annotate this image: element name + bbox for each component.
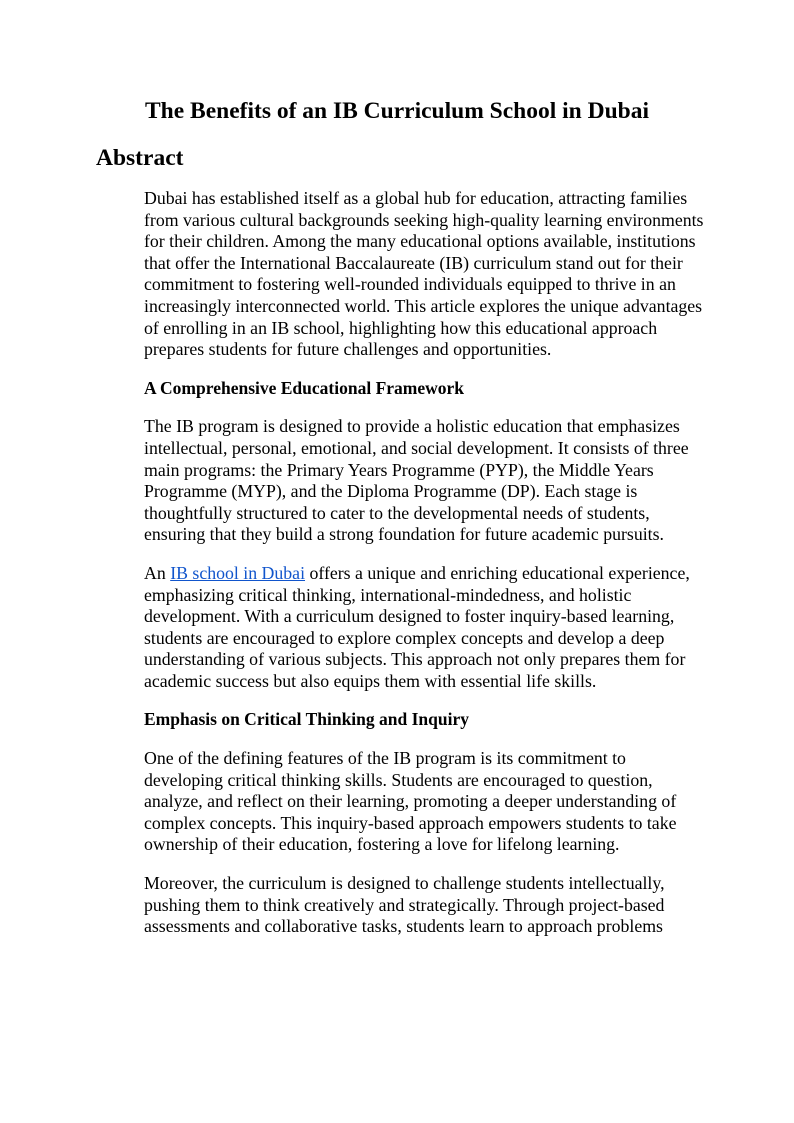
ib-school-dubai-link[interactable]: IB school in Dubai — [170, 562, 306, 583]
abstract-heading: Abstract — [96, 145, 184, 171]
critical-thinking-paragraph-1: One of the defining features of the IB program is its commitment to developing critical thinking skills. Students are encouraged to question, analyze, and reflect on their learning, promoting a deeper understanding of complex concepts. This inquiry-based approach empowers students to take ownership of their education, fostering a love for lifelong learning. — [144, 748, 677, 855]
framework-paragraph-2-suffix: offers a unique and enriching educational experience, emphasizing critical thinking, international-mindedness, and holistic development. With a curriculum designed to foster inquiry-based learning, students are encouraged to explore complex concepts and develop a deep understanding of various subjects. This approach not only prepares them for academic success but also equips them with essential life skills. — [144, 562, 690, 691]
abstract-paragraph: Dubai has established itself as a global hub for education, attracting families from various cultural backgrounds seeking high-quality learning environments for their children. Among the many educational options available, institutions that offer the International Baccalaureate (IB) curriculum stand out for their commitment to fostering well-rounded individuals equipped to thrive in an increasingly interconnected world. This article explores the unique advantages of enrolling in an IB school, highlighting how this educational approach prepares students for future challenges and opportunities. — [144, 188, 704, 360]
framework-paragraph-1: The IB program is designed to provide a holistic education that emphasizes intellectual, personal, emotional, and social development. It consists of three main programs: the Primary Years Programme (PYP), the Middle Years Programme (MYP), and the Diploma Programme (DP). Each stage is thoughtfully structured to cater to the developmental needs of students, ensuring that they build a strong foundation for future academic pursuits. — [144, 416, 689, 545]
framework-paragraph-2 — [144, 563, 704, 693]
framework-paragraph-2-prefix: An — [144, 562, 171, 583]
section-heading-critical-thinking: Emphasis on Critical Thinking and Inquiry — [144, 709, 470, 730]
body-column — [144, 188, 704, 955]
document-title: The Benefits of an IB Curriculum School in Dubai — [144, 98, 649, 124]
section-heading-framework: A Comprehensive Educational Framework — [144, 377, 465, 398]
critical-thinking-paragraph-2: Moreover, the curriculum is designed to challenge students intellectually, pushing them to think creatively and strategically. Through project-based assessments and collaborative tasks, students learn to approach problems — [144, 873, 665, 937]
